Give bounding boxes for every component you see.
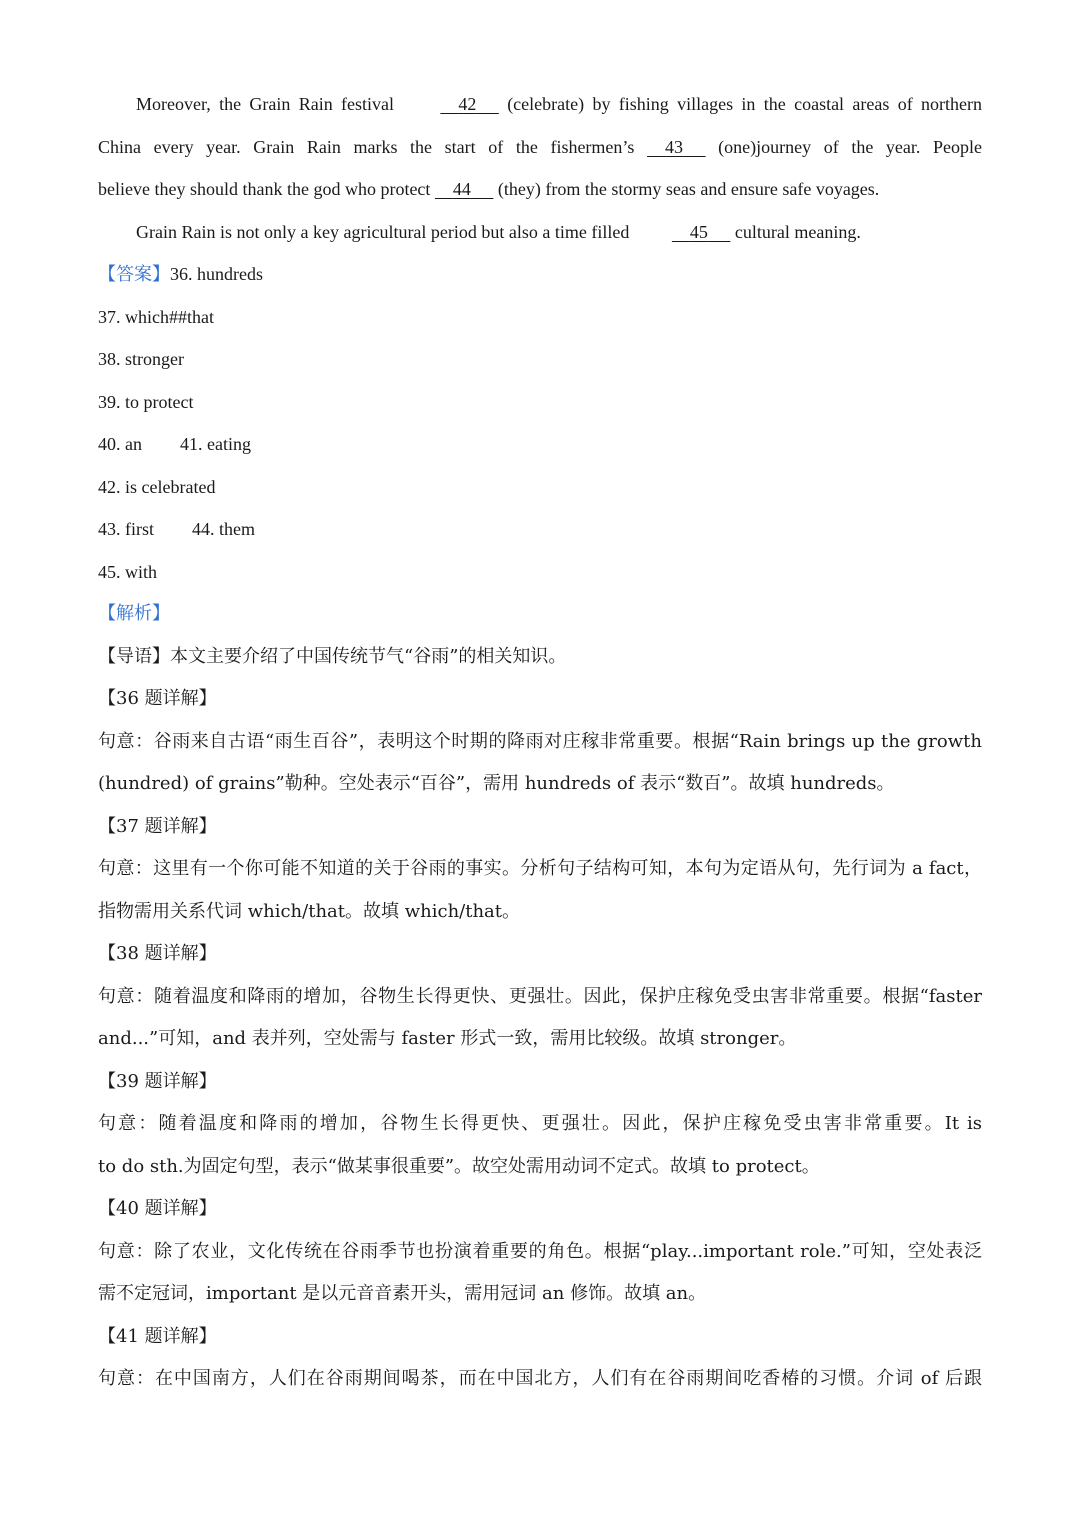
passage-line [98,211,982,254]
answer-item: 36. hundreds [170,264,263,284]
answer-item: 40. an [98,434,142,454]
answer-line [98,508,982,551]
q36-text: (hundred) of grains”勒种。空处表示“百谷”，需用 hundreds of 表示“数百”。故填 hundreds。 [98,773,895,794]
analysis-label: 【解析】 [98,603,170,624]
blank-42: 42 [458,94,477,114]
passage-text: Grain Rain is not only a key agricultural period but also a time filled [136,221,634,242]
blank-44: 44 [452,179,471,199]
answer-item: 44. them [192,519,255,539]
q40-text: 句意：除了农业，文化传统在谷雨季节也扮演着重要的角色。根据“play...important role.”可知，空处表泛 [98,1240,982,1262]
q40-text: 需不定冠词，important 是以元音音素开头，需用冠词 an 修饰。故填 an。 [98,1283,707,1304]
passage-line [98,83,982,126]
q40-heading: 【40 题详解】 [98,1198,217,1219]
passage-text: cultural meaning. [730,221,861,242]
answer-item: 41. eating [180,434,251,454]
answer-item: 45. with [98,561,158,582]
blank-45: 45 [689,221,708,242]
blank-43: 43 [665,136,684,157]
answer-item: 43. first [98,519,154,539]
answer-item: 37. which##that [98,306,214,327]
answer-label: 【答案】 [98,264,170,285]
q39-text: 句意：随着温度和降雨的增加，谷物生长得更快、更强壮。因此，保护庄稼免受虫害非常重要。It is [98,1113,982,1134]
q39-text: to do sth.为固定句型，表示“做某事很重要”。故空处需用动词不定式。故填 to protect。 [98,1155,820,1177]
passage-text: believe they should thank the god who protect [98,179,435,199]
answer-item: 38. stronger [98,349,184,369]
q38-text: 句意：随着温度和降雨的增加，谷物生长得更快、更强壮。因此，保护庄稼免受虫害非常重要。根据“faster [98,985,982,1007]
q36-text: 句意：谷雨来自古语“雨生百谷”，表明这个时期的降雨对庄稼非常重要。根据“Rain brings up the growth [98,730,982,752]
q38-heading: 【38 题详解】 [98,943,217,964]
document-page [98,83,982,1401]
answer-item: 42. is celebrated [98,476,216,497]
q39-heading: 【39 题详解】 [98,1070,217,1092]
answer-line [98,423,982,466]
analysis-intro: 【导语】本文主要介绍了中国传统节气“谷雨”的相关知识。 [98,645,567,667]
passage-line [98,168,982,211]
q37-heading: 【37 题详解】 [98,815,217,837]
passage-text: (they) from the stormy seas and ensure safe voyages. [493,179,880,199]
q37-text: 指物需用关系代词 which/that。故填 which/that。 [98,900,521,922]
answer-item: 39. to protect [98,391,194,412]
q37-text: 句意：这里有一个你可能不知道的关于谷雨的事实。分析句子结构可知，本句为定语从句，先行词为 a fact， [98,858,982,879]
q41-heading: 【41 题详解】 [98,1325,217,1347]
passage-text: (celebrate) by fishing villages in the coastal areas of northern [498,94,982,114]
passage-text: China every year. Grain Rain marks the start of the fishermen’s [98,136,648,157]
q41-text: 句意：在中国南方，人们在谷雨期间喝茶，而在中国北方，人们有在谷雨期间吃香椿的习惯。介词 of 后跟 [98,1368,982,1389]
answer-line [98,253,982,296]
q38-text: and...”可知，and 表并列，空处需与 faster 形式一致，需用比较级。故填 stronger。 [98,1028,797,1049]
q36-heading: 【36 题详解】 [98,688,217,709]
passage-line [98,126,982,169]
passage-text: Moreover, the Grain Rain festival [136,94,403,114]
passage-text: (one)journey of the year. People [705,136,982,157]
